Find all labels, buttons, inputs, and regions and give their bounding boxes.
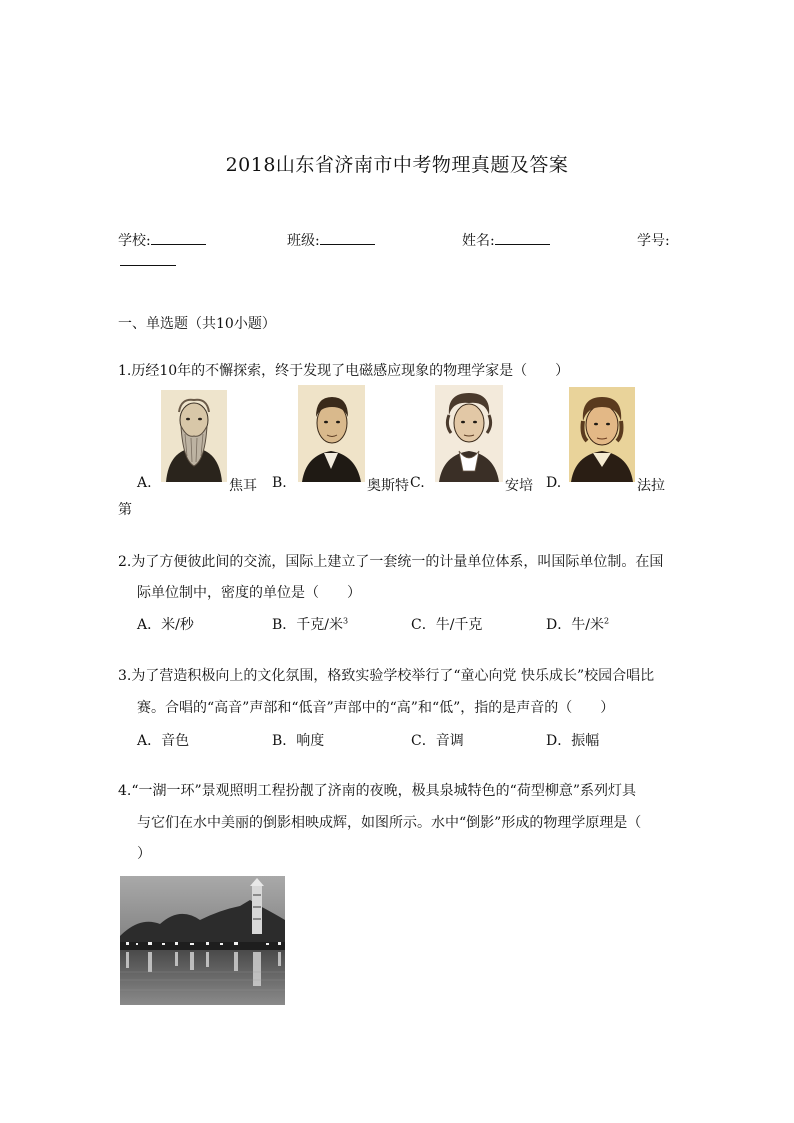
q1-option-c-label: C. bbox=[410, 475, 425, 491]
q1-continuation: 第 bbox=[118, 502, 132, 518]
q3-line2: 赛。合唱的“高音”声部和“低音”声部中的“高”和“低”，指的是声音的（ ） bbox=[137, 700, 615, 716]
q2-option-d bbox=[546, 614, 609, 634]
oersted-portrait-image bbox=[298, 385, 365, 482]
q3-line1: 3.为了营造积极向上的文化氛围，格致实验学校举行了“童心向党 快乐成长”校园合唱比 bbox=[118, 668, 655, 684]
q1-option-d-text: 法拉 bbox=[637, 478, 665, 494]
night-reflection-photo bbox=[120, 876, 285, 1005]
faraday-portrait-image bbox=[569, 387, 635, 482]
q2-option-c: C．牛/千克 bbox=[411, 617, 483, 633]
class-label: 班级: bbox=[287, 233, 320, 249]
q1-option-b-text: 奥斯特 bbox=[367, 478, 409, 494]
q2-option-b-sup: 3 bbox=[343, 616, 349, 626]
q2-option-a: A．米/秒 bbox=[137, 617, 194, 633]
q2-option-b-text: B．千克/米 bbox=[272, 617, 344, 633]
q2-option-d-sup: 2 bbox=[603, 616, 610, 626]
student-id-field bbox=[637, 230, 670, 250]
school-field bbox=[118, 230, 206, 250]
name-field bbox=[462, 230, 550, 250]
student-id-label: 学号: bbox=[637, 233, 670, 249]
q3-option-d: D．振幅 bbox=[546, 733, 600, 749]
q1-stem: 1.历经10年的不懈探索，终于发现了电磁感应现象的物理学家是（ ） bbox=[118, 363, 570, 379]
school-label: 学校: bbox=[118, 233, 151, 249]
q1-option-a-label: A. bbox=[137, 475, 152, 491]
class-blank bbox=[320, 232, 375, 245]
name-label: 姓名: bbox=[462, 233, 495, 249]
q3-option-b: B．响度 bbox=[272, 733, 325, 749]
q2-option-d-text: D．牛/米 bbox=[546, 617, 604, 633]
q1-option-c-text: 安培 bbox=[505, 478, 533, 494]
page-title: 2018山东省济南市中考物理真题及答案 bbox=[225, 154, 569, 176]
q1-option-d-label: D. bbox=[546, 475, 562, 491]
student-id-blank bbox=[120, 265, 176, 266]
q4-line1: 4.“一湖一环”景观照明工程扮靓了济南的夜晚，极具泉城特色的“荷型柳意”系列灯具 bbox=[118, 783, 636, 799]
class-field bbox=[287, 230, 375, 250]
q2-option-b bbox=[272, 614, 348, 634]
q1-option-a-text: 焦耳 bbox=[229, 478, 257, 494]
section-heading: 一、单选题（共10小题） bbox=[118, 316, 276, 332]
q3-option-a: A．音色 bbox=[137, 733, 190, 749]
q4-line2: 与它们在水中美丽的倒影相映成辉，如图所示。水中“倒影”形成的物理学原理是（ bbox=[137, 815, 642, 831]
name-blank bbox=[495, 232, 550, 245]
school-blank bbox=[151, 232, 206, 245]
ampere-portrait-image bbox=[435, 385, 503, 482]
joule-portrait-image bbox=[161, 390, 227, 482]
q2-line1: 2.为了方便彼此间的交流，国际上建立了一套统一的计量单位体系，叫国际单位制。在国 bbox=[118, 554, 664, 570]
q1-option-b-label: B. bbox=[272, 475, 287, 491]
q4-line3: ） bbox=[137, 846, 151, 862]
q2-line2: 际单位制中，密度的单位是（ ） bbox=[137, 585, 361, 601]
q3-option-c: C．音调 bbox=[411, 733, 464, 749]
